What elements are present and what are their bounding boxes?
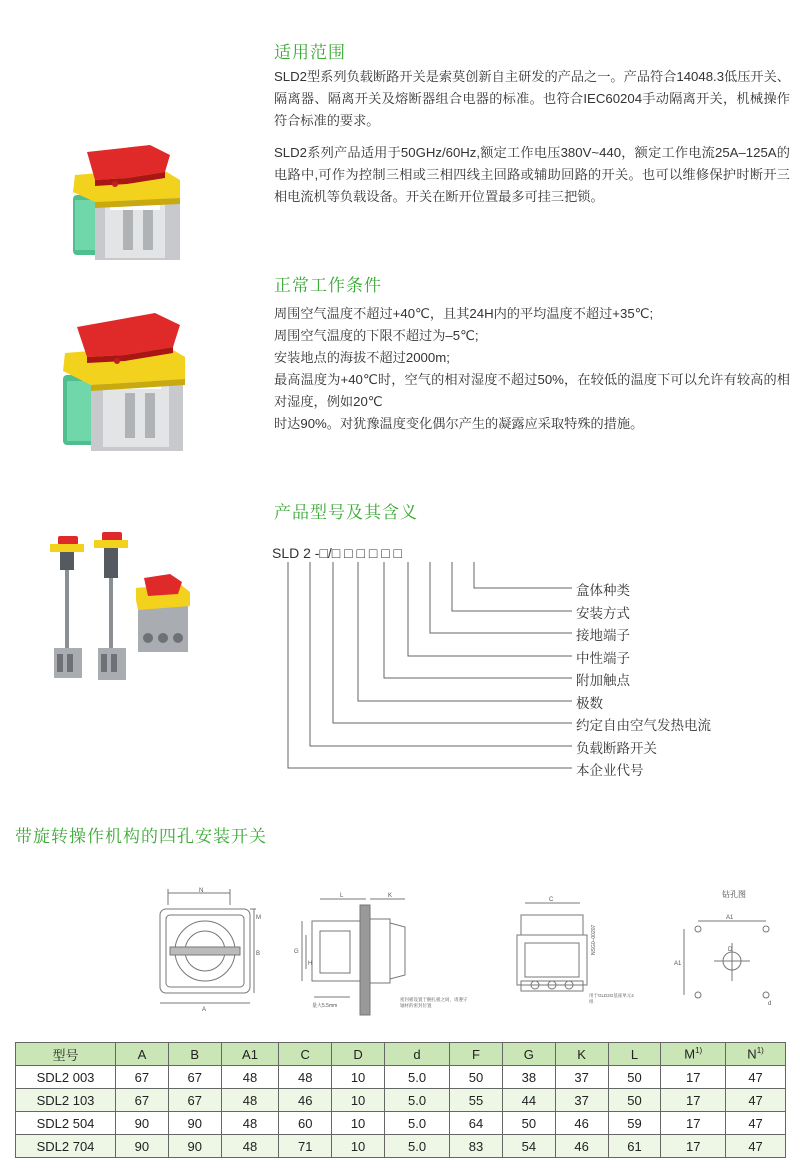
conditions-title: 正常工作条件 [274,276,382,295]
table-row [16,1112,786,1135]
header-n: $N^{1)}$ [726,1043,786,1066]
table-row [16,1066,786,1089]
model-label-4: 中性端子 [576,651,630,666]
table-cell: 17 [661,1066,726,1089]
table-row [16,1135,786,1158]
drill-pattern-drawing [670,885,785,1020]
table-cell: 5.0 [384,1112,449,1135]
header-c: C [279,1043,332,1066]
table-cell: 50 [608,1066,661,1089]
table-header-row [16,1043,786,1066]
table-cell: 47 [726,1089,786,1112]
table-cell: 37 [555,1089,608,1112]
scope-title: 适用范围 [274,43,346,62]
condition-line-5: 时达90%。对犹豫温度变化偶尔产生的凝露应采取特殊的措施。 [274,416,644,431]
header-a: A [116,1043,169,1066]
drill-title: 钻孔图 [722,890,746,899]
table-cell: 50 [450,1066,503,1089]
side-note-1: 量大5.5mm [312,1003,338,1009]
table-cell: 90 [168,1112,221,1135]
table-row [16,1089,786,1112]
table-cell: 47 [726,1066,786,1089]
table-cell: 50 [608,1089,661,1112]
dim-label-g: G [294,949,299,955]
table-cell: 48 [221,1066,279,1089]
model-cell: SDL2 103 [16,1089,116,1112]
model-label-2: 安装方式 [576,606,630,621]
header-a1: A1 [221,1043,279,1066]
table-cell: 44 [502,1089,555,1112]
model-cell: SDL2 003 [16,1066,116,1089]
dim-label-d-upper: D [728,947,733,953]
scope-paragraph-2: SLD2系列产品适用于50GHz/60Hz,额定工作电压380V~440，额定工作电流25A–125A的电路中,可作为控制三相或三相四线主回路或辅助回路的开关。也可以维修保护时断开三相电流机等负载设备。开关在断开位置最多可挂三把锁。 [274,145,790,204]
header-b: B [168,1043,221,1066]
dim-label-a1-top: A1 [726,915,734,921]
model-cell: SDL2 704 [16,1135,116,1158]
table-cell: 67 [168,1066,221,1089]
condition-line-1: 周围空气温度不超过+40℃，且其24H内的平均温度不超过+35℃; [274,306,654,321]
back-view-drawing [505,885,635,1020]
table-cell: 55 [450,1089,503,1112]
condition-line-4: 最高温度为+40℃时，空气的相对湿度不超过50%，在较低的温度下可以允许有较高的相对湿度，例如20℃ [274,372,790,409]
header-d-upper: D [332,1043,385,1066]
table-cell: 90 [116,1135,169,1158]
table-cell: 71 [279,1135,332,1158]
table-cell: 60 [279,1112,332,1135]
dim-label-c: C [549,897,554,903]
dim-label-d-lower: d [768,1001,772,1007]
model-label-3: 接地端子 [576,628,630,643]
model-title: 产品型号及其含义 [274,503,418,522]
table-cell: 47 [726,1112,786,1135]
dim-label-k: K [388,893,393,899]
table-cell: 48 [221,1089,279,1112]
table-cell: 47 [726,1135,786,1158]
mounting-title: 带旋转操作机构的四孔安装开关 [15,827,267,846]
model-label-8: 负载断路开关 [576,741,657,756]
table-cell: 67 [168,1089,221,1112]
back-code: NSG0–00207 [591,924,597,955]
table-cell: 17 [661,1112,726,1135]
table-cell: 67 [116,1089,169,1112]
table-cell: 17 [661,1089,726,1112]
condition-line-2: 周围空气温度的下限不超过为–5℃; [274,328,479,343]
header-n-sup: 1) [756,1046,764,1056]
model-label-9: 本企业代号 [576,763,644,778]
table-cell: 59 [608,1112,661,1135]
dim-label-a: A [202,1007,207,1013]
table-cell: 61 [608,1135,661,1158]
header-g: G [502,1043,555,1066]
header-l: L [608,1043,661,1066]
table-cell: 5.0 [384,1135,449,1158]
table-cell: 54 [502,1135,555,1158]
back-note: 用于GLD2G基座单元4组 [589,993,634,1004]
table-cell: 50 [502,1112,555,1135]
header-m-sup: 1) [695,1046,703,1056]
table-cell: 46 [279,1089,332,1112]
dim-label-b: B [256,951,261,957]
table-cell: 48 [221,1135,279,1158]
table-cell: 90 [116,1112,169,1135]
model-label-6: 极数 [576,696,603,711]
header-k: K [555,1043,608,1066]
table-cell: 48 [221,1112,279,1135]
table-cell: 46 [555,1135,608,1158]
scope-paragraph-1: SLD2型系列负载断路开关是索莫创新自主研发的产品之一。产品符合14048.3低压开关、隔离器、隔离开关及熔断器组合电器的标准。也符合IEC60204手动隔离开关，机械操作符合标准的要求。 [274,69,790,128]
model-code: SLD 2 -□/□ □ □ □ □ □ [272,545,402,561]
model-cell: SDL2 504 [16,1112,116,1135]
spec-table [15,1042,786,1158]
dim-label-l: L [340,893,344,899]
condition-line-3: 安装地点的海拔不超过2000m; [274,350,450,365]
table-cell: 83 [450,1135,503,1158]
model-label-5: 附加触点 [576,673,630,688]
model-label-1: 盒体种类 [576,583,630,598]
header-d-lower: d [384,1043,449,1066]
table-cell: 10 [332,1112,385,1135]
table-cell: 64 [450,1112,503,1135]
dim-label-m: M [256,915,261,921]
table-cell: 38 [502,1066,555,1089]
table-cell: 46 [555,1112,608,1135]
side-note-2: 密封板设置于捆扎板之间，请遵守轴材的密封位置 [400,997,468,1008]
table-cell: 10 [332,1066,385,1089]
header-m: $M^{1)}$ [661,1043,726,1066]
table-cell: 48 [279,1066,332,1089]
table-cell: 10 [332,1089,385,1112]
header-model: 型号 [16,1043,116,1066]
table-cell: 90 [168,1135,221,1158]
dim-label-n: N [199,888,204,894]
dim-label-h: H [308,961,313,967]
table-cell: 5.0 [384,1089,449,1112]
front-view-drawing [150,885,260,1015]
table-cell: 5.0 [384,1066,449,1089]
header-f: F [450,1043,503,1066]
table-cell: 17 [661,1135,726,1158]
table-cell: 37 [555,1066,608,1089]
table-cell: 10 [332,1135,385,1158]
table-cell: 67 [116,1066,169,1089]
side-view-drawing [290,885,470,1020]
model-label-7: 约定自由空气发热电流 [576,718,711,733]
dim-label-a1-left: A1 [674,961,682,967]
